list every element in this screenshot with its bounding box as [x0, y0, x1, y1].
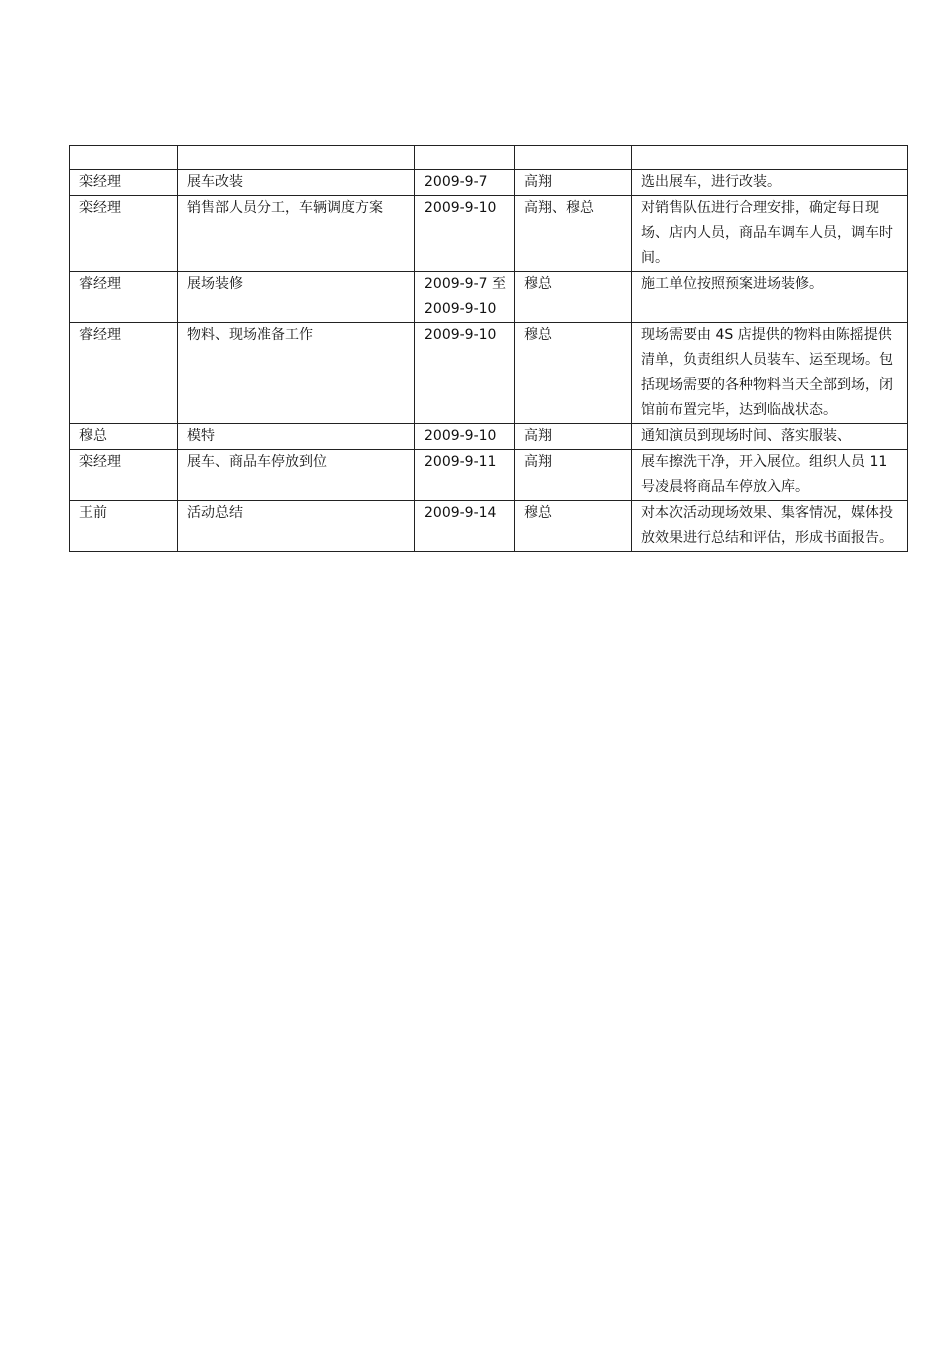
- table-row: [70, 450, 908, 501]
- date-cell: 2009-9-10: [415, 323, 515, 424]
- date-cell: 2009-9-10: [415, 196, 515, 272]
- owner-cell: 王前: [70, 501, 178, 552]
- date-cell: 2009-9-14: [415, 501, 515, 552]
- table-header-row: [70, 146, 908, 170]
- table-row: [70, 323, 908, 424]
- schedule-table: [69, 145, 908, 552]
- responsible-cell: 高翔: [515, 170, 632, 196]
- date-cell: 2009-9-11: [415, 450, 515, 501]
- date-cell: 2009-9-7 至 2009-9-10: [415, 272, 515, 323]
- date-cell: 2009-9-10: [415, 424, 515, 450]
- description-cell: 通知演员到现场时间、落实服装、: [632, 424, 908, 450]
- table-row: [70, 170, 908, 196]
- description-cell: 展车擦洗干净，开入展位。组织人员 11 号凌晨将商品车停放入库。: [632, 450, 908, 501]
- owner-cell: 栾经理: [70, 170, 178, 196]
- date-cell: 2009-9-7: [415, 170, 515, 196]
- task-cell: 模特: [178, 424, 415, 450]
- task-cell: 物料、现场准备工作: [178, 323, 415, 424]
- description-cell: 对销售队伍进行合理安排，确定每日现场、店内人员，商品车调车人员，调车时间。: [632, 196, 908, 272]
- task-cell: 展车、商品车停放到位: [178, 450, 415, 501]
- task-cell: 活动总结: [178, 501, 415, 552]
- owner-cell: 睿经理: [70, 272, 178, 323]
- responsible-cell: 高翔: [515, 424, 632, 450]
- task-cell: 销售部人员分工，车辆调度方案: [178, 196, 415, 272]
- owner-cell: 栾经理: [70, 196, 178, 272]
- header-cell: [632, 146, 908, 170]
- description-cell: 选出展车，进行改装。: [632, 170, 908, 196]
- responsible-cell: 穆总: [515, 501, 632, 552]
- description-cell: 现场需要由 4S 店提供的物料由陈摇提供清单，负责组织人员装车、运至现场。包括现场需要的各种物料当天全部到场，闭馆前布置完毕，达到临战状态。: [632, 323, 908, 424]
- header-cell: [70, 146, 178, 170]
- responsible-cell: 高翔、穆总: [515, 196, 632, 272]
- header-cell: [178, 146, 415, 170]
- table-row: [70, 424, 908, 450]
- table-row: [70, 272, 908, 323]
- responsible-cell: 穆总: [515, 323, 632, 424]
- description-cell: 施工单位按照预案进场装修。: [632, 272, 908, 323]
- owner-cell: 穆总: [70, 424, 178, 450]
- description-cell: 对本次活动现场效果、集客情况，媒体投放效果进行总结和评估，形成书面报告。: [632, 501, 908, 552]
- table-row: [70, 501, 908, 552]
- responsible-cell: 穆总: [515, 272, 632, 323]
- owner-cell: 栾经理: [70, 450, 178, 501]
- table-row: [70, 196, 908, 272]
- owner-cell: 睿经理: [70, 323, 178, 424]
- task-cell: 展场装修: [178, 272, 415, 323]
- header-cell: [515, 146, 632, 170]
- header-cell: [415, 146, 515, 170]
- task-cell: 展车改装: [178, 170, 415, 196]
- blank-page-area: [0, 600, 950, 1345]
- responsible-cell: 高翔: [515, 450, 632, 501]
